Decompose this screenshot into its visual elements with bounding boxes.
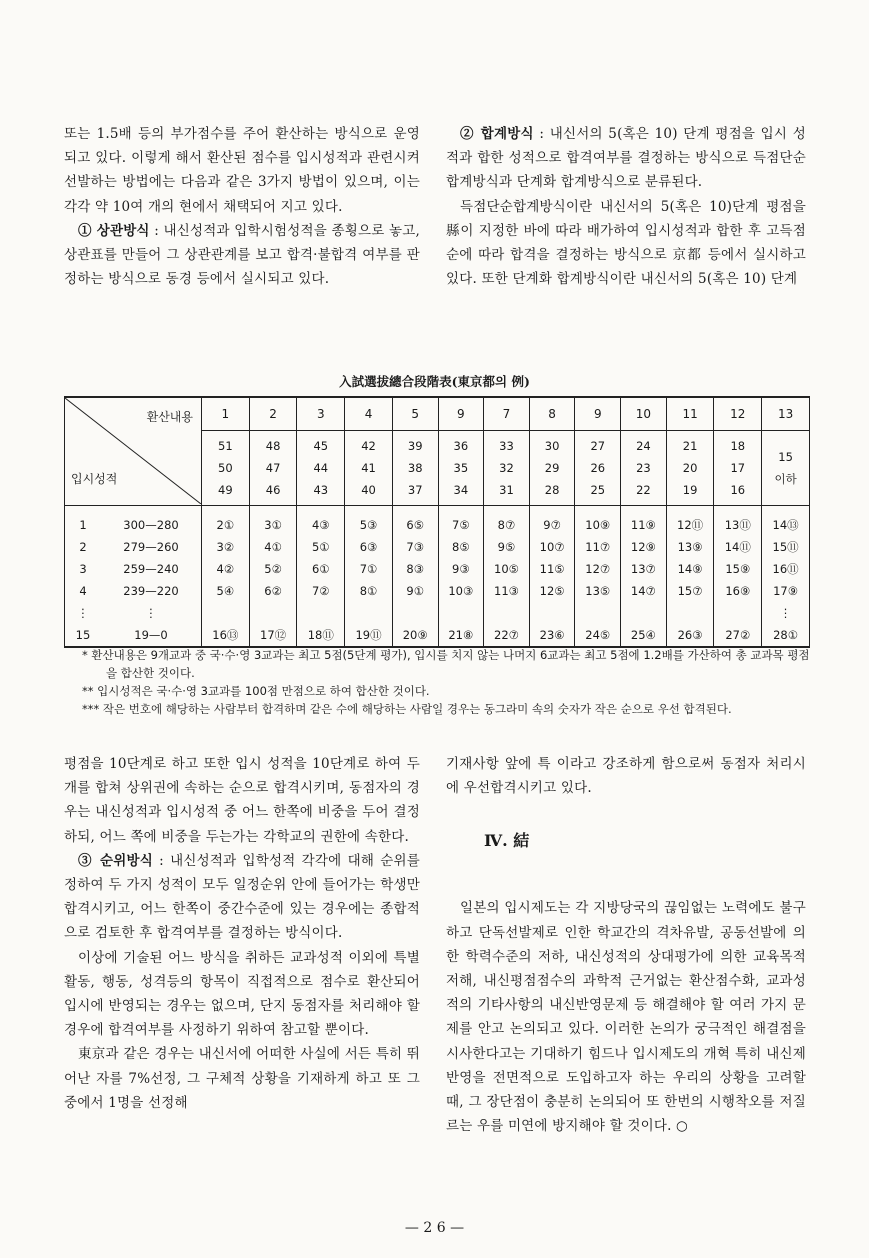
column-header: 9 <box>575 397 621 431</box>
rank-cell: 1 2 3 4 ⋮ 15 <box>65 506 102 648</box>
table-notes <box>82 646 810 718</box>
column-header: 12 <box>714 397 762 431</box>
rank-result-cell: 11⑨ 12⑨ 13⑦ 14⑦ 25④ <box>621 506 667 648</box>
table-note: ** 입시성적은 국·수·영 3교과를 100점 만점으로 하여 합산한 것이다. <box>82 684 430 698</box>
score-table <box>64 396 810 648</box>
rank-result-cell: 12⑪ 13⑨ 14⑨ 15⑦ 26③ <box>666 506 714 648</box>
diagonal-header-cell <box>65 397 202 506</box>
exam-range-cell: 300—280 279—260 259—240 239—220 ⋮ 19—0 <box>101 506 202 648</box>
table-body-row <box>65 506 810 648</box>
score-range-cell: 18 17 16 <box>714 431 762 506</box>
method3-label: ③ 순위방식 <box>78 852 153 869</box>
column-header: 13 <box>762 397 810 431</box>
method3-paragraph <box>64 849 420 946</box>
right-column-top <box>446 122 806 291</box>
rank-result-cell: 13⑪ 14⑪ 15⑨ 16⑨ 27② <box>714 506 762 648</box>
column-header: 9 <box>438 397 484 431</box>
score-range-cell: 42 41 40 <box>345 431 393 506</box>
column-header: 3 <box>297 397 345 431</box>
paragraph: 東京과 같은 경우는 내신서에 어떠한 사실에 서든 특히 뛰어난 자를 7%선정, 그 구체적 상황을 기재하게 하고 또 그 중에서 1명을 선정해 <box>64 1046 420 1111</box>
rank-result-cell: 3① 4① 5② 6② 17⑫ <box>249 506 297 648</box>
rank-result-cell: 10⑨ 11⑦ 12⑦ 13⑤ 24⑤ <box>575 506 621 648</box>
score-range-cell: 45 44 43 <box>297 431 345 506</box>
score-range-cell: 21 20 19 <box>666 431 714 506</box>
header-label-bottom: 입시성적 <box>71 472 118 486</box>
column-header: 1 <box>202 397 250 431</box>
score-range-cell: 36 35 34 <box>438 431 484 506</box>
table-note: * 환산내용은 9개교과 중 국·수·영 3교과는 최고 5점(5단계 평가), 입시를 치지 않는 나머지 6교과는 최고 5점에 1.2배를 가산하여 총 교과목 평점을 합산한 것이다. <box>82 648 810 680</box>
header-label-top: 환산내용 <box>146 410 193 424</box>
method2-label: ② 합계방식 <box>460 126 534 142</box>
score-range-cell: 33 32 31 <box>484 431 530 506</box>
rank-result-cell: 8⑦ 9⑤ 10⑤ 11③ 22⑦ <box>484 506 530 648</box>
method1-paragraph <box>64 219 420 292</box>
column-header: 4 <box>345 397 393 431</box>
method2-text: : 내신서의 5(혹은 10) 단계 평점을 입시 성적과 합한 성적으로 합격여부를 결정하는 방식으로 득점단순 합계방식과 단계화 합계방식으로 분류된다. <box>446 126 806 191</box>
score-range-cell: 48 47 46 <box>249 431 297 506</box>
score-range-cell: 27 26 25 <box>575 431 621 506</box>
column-header: 10 <box>621 397 667 431</box>
left-column-top <box>64 122 420 291</box>
left-column-bottom <box>64 752 420 1115</box>
method1-label: ① 상관방식 <box>78 222 150 239</box>
rank-result-cell: 9⑦ 10⑦ 11⑤ 12⑤ 23⑥ <box>529 506 575 648</box>
column-header: 5 <box>392 397 438 431</box>
paragraph: 이상에 기술된 어느 방식을 취하든 교과성적 이외에 특별활동, 행동, 성격등의 항목이 직접적으로 점수로 환산되어 입시에 반영되는 경우는 없으며, 단지 동점자를 처리해야 할 경우에 합격여부를 사정하기 위하여 참고할 뿐이다. <box>64 949 420 1039</box>
score-range-cell: 39 38 37 <box>392 431 438 506</box>
score-range-cell: 24 23 22 <box>621 431 667 506</box>
rank-result-cell: 4③ 5① 6① 7② 18⑪ <box>297 506 345 648</box>
score-range-cell: 51 50 49 <box>202 431 250 506</box>
score-range-cell: 15 이하 <box>762 431 810 506</box>
column-header: 8 <box>529 397 575 431</box>
right-column-bottom <box>446 752 806 1138</box>
paragraph: 또는 1.5배 등의 부가점수를 주어 환산하는 방식으로 운영되고 있다. 이렇게 해서 환산된 점수를 입시성적과 관련시켜 선발하는 방법에는 다음과 같은 3가지 방법이 있으며, 이는 각각 약 10여 개의 현에서 채택되어 지고 있다. <box>64 126 420 215</box>
table-title: 入試選拔總合段階表(東京都의 例) <box>339 374 530 389</box>
rank-result-cell: 14⑬ 15⑪ 16⑪ 17⑨ ⋮ 28① <box>762 506 810 648</box>
rank-result-cell: 5③ 6③ 7① 8① 19⑪ <box>345 506 393 648</box>
rank-result-cell: 2① 3② 4② 5④ 16⑬ <box>202 506 250 648</box>
table-header-row <box>65 397 810 431</box>
column-header: 7 <box>484 397 530 431</box>
method2-paragraph <box>446 122 806 195</box>
score-range-cell: 30 29 28 <box>529 431 575 506</box>
rank-result-cell: 7⑤ 8⑤ 9③ 10③ 21⑧ <box>438 506 484 648</box>
paragraph: 기재사항 앞에 특 이라고 강조하게 함으로써 동점자 처리시에 우선합격시키고 있다. <box>446 756 806 797</box>
method1-text: : 내신성적과 입학시험성적을 종횡으로 놓고, 상관표를 만들어 그 상관관계를 보고 합격·불합격 여부를 판정하는 방식으로 동경 등에서 실시되고 있다. <box>64 222 420 288</box>
rank-result-cell: 6⑤ 7③ 8③ 9① 20⑨ <box>392 506 438 648</box>
method3-text: : 내신성적과 입학성적 각각에 대해 순위를 정하여 두 가지 성적이 모두 일정순위 안에 들어가는 학생만 합격시키고, 어느 한쪽이 중간수준에 있는 경우에는 종합적으로 검토한 후 합격여부를 결정하는 방식이다. <box>64 852 420 942</box>
column-header: 2 <box>249 397 297 431</box>
table-note: *** 작은 번호에 해당하는 사람부터 합격하며 같은 수에 해당하는 사람일 경우는 동그라미 속의 숫자가 작은 순으로 우선 합격된다. <box>82 702 732 716</box>
paragraph: 득점단순합계방식이란 내신서의 5(혹은 10)단계 평점을 縣이 지정한 바에 따라 배가하여 입시성적과 합한 후 고득점순에 따라 합격을 결정하는 방식으로 京都 등에서 실시하고 있다. 또한 단계화 합계방식이란 내신서의 5(혹은 10) 단계 <box>446 198 806 288</box>
page-number: — 2 6 — <box>404 1220 465 1236</box>
column-header: 11 <box>666 397 714 431</box>
paragraph: 일본의 입시제도는 각 지방당국의 끊임없는 노력에도 불구하고 단독선발제로 인한 학교간의 격차유발, 공동선발에 의한 학력수준의 저하, 내신성적의 상대평가에 의한 교육목적 저해, 내신평점점수의 과학적 근거없는 환산점수화, 교과성적의 기타사항의 내신반영문제 등 해결해야 할 여러 가지 문제를 안고 논의되고 있다. 이러한 논의가 궁극적인 해결점을 시사한다고는 기대하기 힘드나 입시제도의 개혁 특히 내신제 반영을 전면적으로 도입하고자 하는 우리의 상황을 고려할 때, 그 장단점이 충분히 논의되어 또 한번의 시행착오를 저질르는 우를 미연에 방지해야 할 것이다. ○ <box>446 900 806 1135</box>
paragraph: 평점을 10단계로 하고 또한 입시 성적을 10단계로 하여 두 개를 합쳐 상위권에 속하는 순으로 합격시키며, 동점자의 경우는 내신성적과 입시성적 중 어느 한쪽에 비중을 두어 결정하되, 어느 쪽에 비중을 두는가는 각학교의 권한에 속한다. <box>64 756 420 845</box>
section-heading: Ⅳ. 結 <box>484 831 530 850</box>
